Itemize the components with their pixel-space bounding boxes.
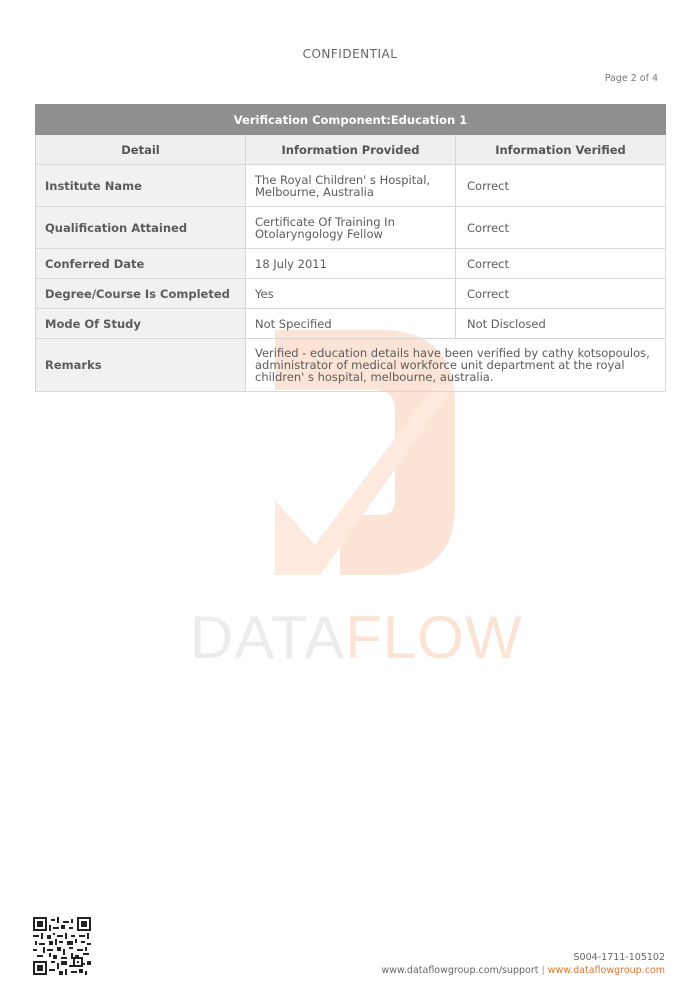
column-header-detail: Detail	[36, 135, 246, 165]
row-label: Institute Name	[36, 165, 246, 207]
column-header-verified: Information Verified	[456, 135, 666, 165]
education-verification-table	[35, 104, 666, 392]
row-verified: Correct	[456, 165, 666, 207]
provided-line: Certificate Of Training In	[255, 214, 395, 229]
link-separator: |	[541, 965, 545, 976]
remarks-line: children' s hospital, melbourne, australia.	[255, 370, 494, 384]
reference-number: S004-1711-105102	[573, 952, 665, 963]
confidential-label: CONFIDENTIAL	[302, 47, 398, 61]
row-label: Mode Of Study	[36, 309, 246, 339]
table-row	[36, 279, 666, 309]
row-provided	[246, 207, 456, 249]
remarks-line: Verified - education details have been verified by cathy kotsopoulos,	[255, 346, 650, 360]
watermark-text-flow: FLOW	[345, 604, 523, 671]
table-row	[36, 165, 666, 207]
footer-links	[381, 965, 665, 976]
page-number: Page 2 of 4	[604, 73, 658, 84]
table-row	[36, 249, 666, 279]
row-provided: 18 July 2011	[246, 249, 456, 279]
row-verified: Correct	[456, 249, 666, 279]
support-link[interactable]: www.dataflowgroup.com/support	[381, 965, 539, 976]
remarks-text	[246, 339, 666, 392]
table-row	[36, 309, 666, 339]
row-provided: Not Specified	[246, 309, 456, 339]
row-provided: Yes	[246, 279, 456, 309]
row-label: Qualification Attained	[36, 207, 246, 249]
qr-code	[33, 917, 91, 975]
website-link[interactable]: www.dataflowgroup.com	[547, 965, 665, 976]
table-row-remarks	[36, 339, 666, 392]
provided-line: The Royal Children' s Hospital,	[255, 172, 431, 187]
row-verified: Correct	[456, 207, 666, 249]
row-verified: Not Disclosed	[456, 309, 666, 339]
table-caption: Verification Component:Education 1	[36, 105, 666, 135]
remarks-line: administrator of medical workforce unit department at the royal	[255, 358, 625, 372]
provided-line: Otolaryngology Fellow	[255, 226, 383, 241]
provided-line: Melbourne, Australia	[255, 184, 374, 199]
row-label: Degree/Course Is Completed	[36, 279, 246, 309]
row-label: Conferred Date	[36, 249, 246, 279]
watermark-text-data: DATA	[190, 604, 346, 671]
row-label: Remarks	[36, 339, 246, 392]
row-provided	[246, 165, 456, 207]
row-verified: Correct	[456, 279, 666, 309]
dataflow-watermark-text	[190, 604, 523, 671]
table-row	[36, 207, 666, 249]
column-header-provided: Information Provided	[246, 135, 456, 165]
